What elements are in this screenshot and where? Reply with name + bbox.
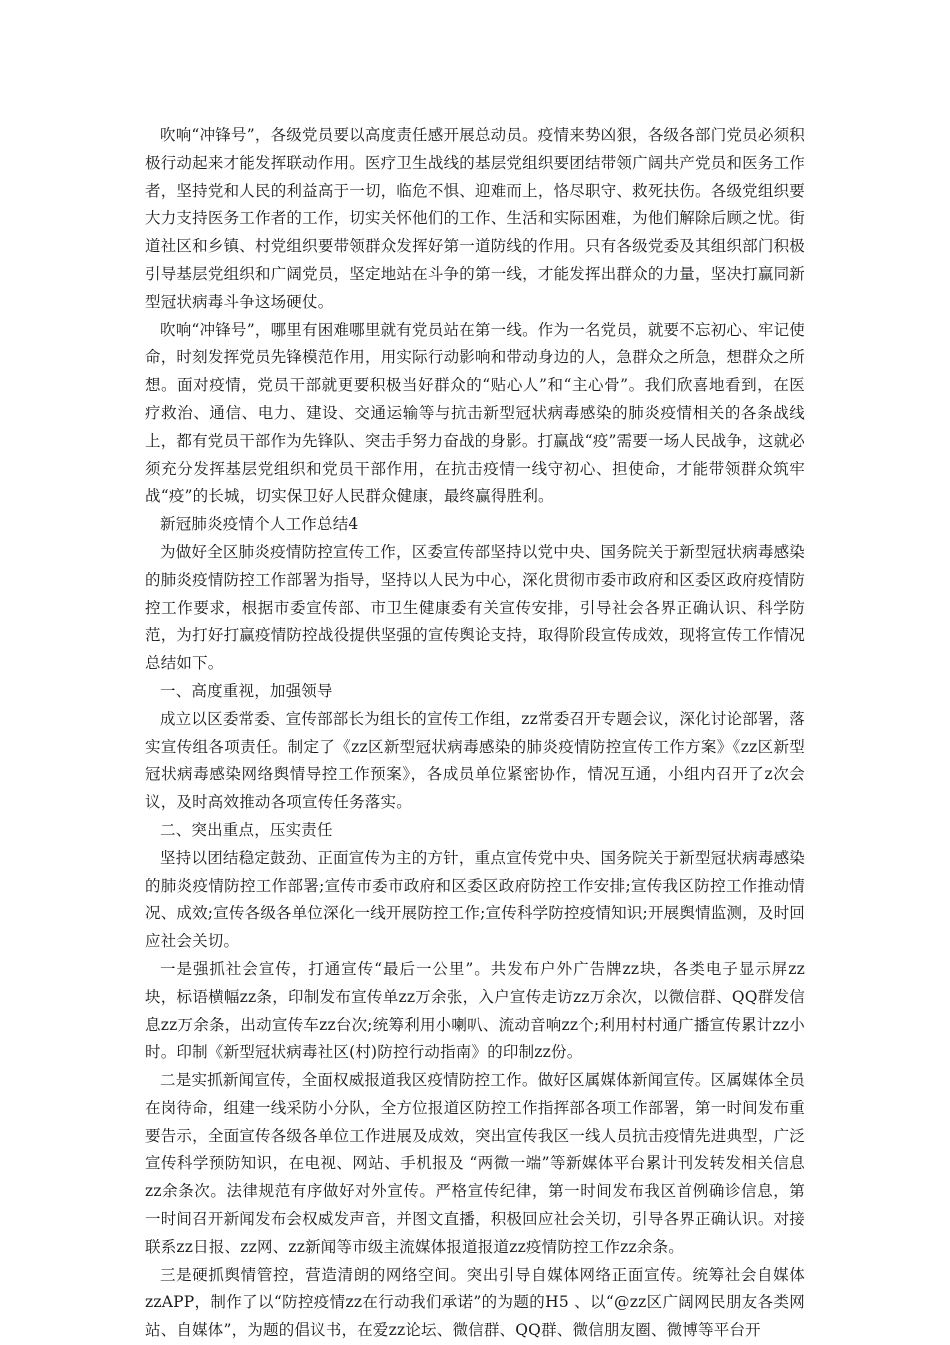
paragraph: 吹响“冲锋号”，各级党员要以高度责任感开展总动员。疫情来势凶狠，各级各部门党员必须积极行动起来才能发挥联动作用。医疗卫生战线的基层党组织要团结带领广阔共产党员和医务工作者，坚持党和人民的利益高于一切，临危不惧、迎难而上，恪尽职守、救死扶伤。各级党组织要大力支持医务工作者的工作，切实关怀他们的工作、生活和实际困难，为他们解除后顾之忧。街道社区和乡镇、村党组织要带领群众发挥好第一道防线的作用。只有各级党委及其组织部门积极引导基层党组织和广阔党员，坚定地站在斗争的第一线，才能发挥出群众的力量，坚决打赢同新型冠状病毒斗争这场硬仗。	[145, 126, 805, 311]
paragraph: 三是硬抓舆情管控，营造清朗的网络空间。突出引导自媒体网络正面宣传。统筹社会自媒体zzAPP，制作了以“防控疫情zz在行动我们承诺”的为题的H5 、以“@zz区广阔网民朋友各类网站、自媒体”，为题的倡议书，在爱zz论坛、微信群、QQ群、微信朋友圈、微博等平台开	[145, 1265, 805, 1340]
paragraph: 坚持以团结稳定鼓劲、正面宣传为主的方针，重点宣传党中央、国务院关于新型冠状病毒感染的肺炎疫情防控工作部署;宣传市委市政府和区委区政府防控工作安排;宣传我区防控工作推动情况、成效;宣传各级各单位深化一线开展防控工作;宣传科学防控疫情知识;开展舆情监测，及时回应社会关切。	[145, 848, 805, 951]
section-heading: 一、高度重视，加强领导	[160, 681, 333, 700]
paragraph: 二是实抓新闻宣传，全面权威报道我区疫情防控工作。做好区属媒体新闻宣传。区属媒体全员在岗待命，组建一线采防小分队，全方位报道区防控工作指挥部各项工作部署，第一时间发布重要告示，全面宣传各级各单位工作进展及成效，突出宣传我区一线人员抗击疫情先进典型，广泛宣传科学预防知识，在电视、网站、手机报及 “两微一端”等新媒体平台累计刊发转发相关信息zz余条次。法律规范有序做好对外宣传。严格宣传纪律，第一时间发布我区首例确诊信息，第一时间召开新闻发布会权威发声音，并图文直播，积极回应社会关切，引导各界正确认识。对接联系zz日报、zz网、zz新闻等市级主流媒体报道报道zz疫情防控工作zz余条。	[145, 1071, 805, 1256]
document-page	[145, 122, 805, 1345]
paragraph: 为做好全区肺炎疫情防控宣传工作，区委宣传部坚持以党中央、国务院关于新型冠状病毒感染的肺炎疫情防控工作部署为指导，坚持以人民为中心，深化贯彻市委市政府和区委区政府疫情防控工作要求，根据市委宣传部、市卫生健康委有关宣传安排，引导社会各界正确认识、科学防范，为打好打赢疫情防控战役提供坚强的宣传舆论支持，取得阶段宣传成效，现将宣传工作情况总结如下。	[145, 542, 805, 673]
section-title: 新冠肺炎疫情个人工作总结4	[160, 515, 359, 534]
paragraph: 一是强抓社会宣传，打通宣传“最后一公里”。共发布户外广告牌zz块，各类电子显示屏zz块，标语横幅zz条，印制发布宣传单zz万余张，入户宣传走访zz万余次，以微信群、QQ群发信息zz万余条，出动宣传车zz台次;统筹利用小喇叭、流动音响zz个;利用村村通广播宣传累计zz小时。印制《新型冠状病毒社区(村)防控行动指南》的印制zz份。	[145, 959, 805, 1062]
paragraph: 成立以区委常委、宣传部部长为组长的宣传工作组，zz常委召开专题会议，深化讨论部署，落实宣传组各项责任。制定了《zz区新型冠状病毒感染的肺炎疫情防控宣传工作方案》《zz区新型冠状病毒感染网络舆情导控工作预案》，各成员单位紧密协作，情况互通，小组内召开了z次会议，及时高效推动各项宣传任务落实。	[145, 709, 805, 812]
section-heading: 二、突出重点，压实责任	[160, 820, 333, 839]
paragraph: 吹响“冲锋号”，哪里有困难哪里就有党员站在第一线。作为一名党员，就要不忘初心、牢记使命，时刻发挥党员先锋模范作用，用实际行动影响和带动身边的人，急群众之所急，想群众之所想。面对疫情，党员干部就更要积极当好群众的“贴心人”和“主心骨”。我们欣喜地看到，在医疗救治、通信、电力、建设、交通运输等与抗击新型冠状病毒感染的肺炎疫情相关的各条战线上，都有党员干部作为先锋队、突击手努力奋战的身影。打赢战“疫”需要一场人民战争，这就必须充分发挥基层党组织和党员干部作用，在抗击疫情一线守初心、担使命，才能带领群众筑牢战“疫”的长城，切实保卫好人民群众健康，最终赢得胜利。	[145, 320, 805, 506]
